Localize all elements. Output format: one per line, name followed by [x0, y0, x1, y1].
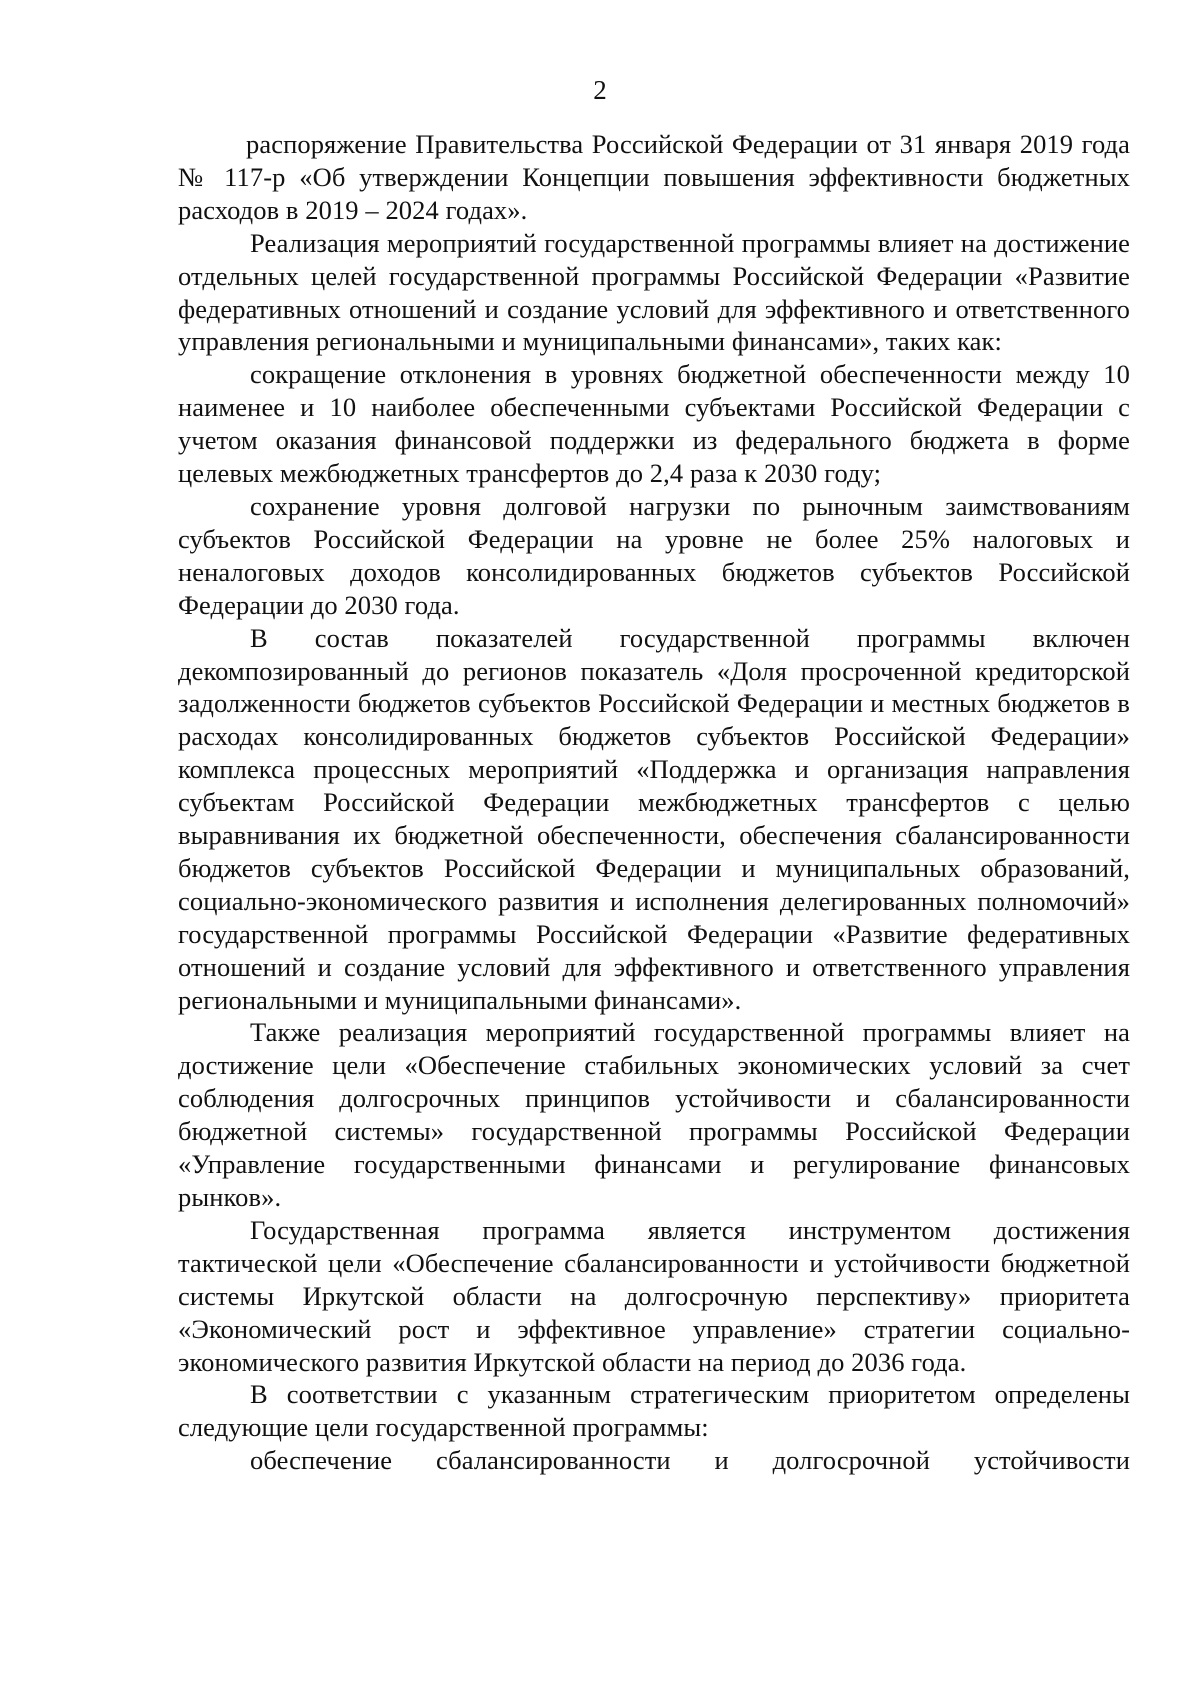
paragraph: сохранение уровня долговой нагрузки по рыночным заимствованиям субъектов Российской Федерации на уровне не более 25% налоговых и неналоговых доходов консолидированных бюджетов субъектов Российской Федерации до 2030 года.: [178, 490, 1130, 620]
document-body: [178, 128, 1130, 1477]
paragraph: Государственная программа является инструментом достижения тактической цели «Обеспечение сбалансированности и устойчивости бюджетной системы Иркутской области на долгосрочную перспективу» приоритета «Экономический рост и эффективное управление» стратегии социально-экономического развития Иркутской области на период до 2036 года.: [178, 1214, 1130, 1377]
paragraph: распоряжение Правительства Российской Федерации от 31 января 2019 года № 117-р «Об утверждении Концепции повышения эффективности бюджетных расходов в 2019 – 2024 годах».: [178, 129, 1130, 225]
paragraph: обеспечение сбалансированности и долгосрочной устойчивости: [250, 1445, 1130, 1476]
paragraph: Реализация мероприятий государственной программы влияет на достижение отдельных целей государственной программы Российской Федерации «Развитие федеративных отношений и создание условий для эффективного и ответственного управления региональными и муниципальными финансами», таких как:: [178, 227, 1130, 357]
paragraph: В соответствии с указанным стратегическим приоритетом определены следующие цели государственной программы:: [178, 1379, 1130, 1443]
paragraph: Также реализация мероприятий государственной программы влияет на достижение цели «Обеспечение стабильных экономических условий за счет соблюдения долгосрочных принципов устойчивости и сбалансированности бюджетной системы» государственной программы Российской Федерации «Управление государственными финансами и регулирование финансовых рынков».: [178, 1017, 1130, 1212]
paragraph: В состав показателей государственной программы включен декомпозированный до регионов показатель «Доля просроченной кредиторской задолженности бюджетов субъектов Российской Федерации и местных бюджетов в расходах консолидированных бюджетов субъектов Российской Федерации» комплекса процессных мероприятий «Поддержка и организация направления субъектам Российской Федерации межбюджетных трансфертов с целью выравнивания их бюджетной обеспеченности, обеспечения сбалансированности бюджетов субъектов Российской Федерации и муниципальных образований, социально-экономического развития и исполнения делегированных полномочий» государственной программы Российской Федерации «Развитие федеративных отношений и создание условий для эффективного и ответственного управления региональными и муниципальными финансами».: [178, 622, 1130, 1015]
page-number: 2: [593, 75, 607, 105]
paragraph: сокращение отклонения в уровнях бюджетной обеспеченности между 10 наименее и 10 наиболее обеспеченными субъектами Российской Федерации с учетом оказания финансовой поддержки из федерального бюджета в форме целевых межбюджетных трансфертов до 2,4 раза к 2030 году;: [178, 359, 1130, 489]
